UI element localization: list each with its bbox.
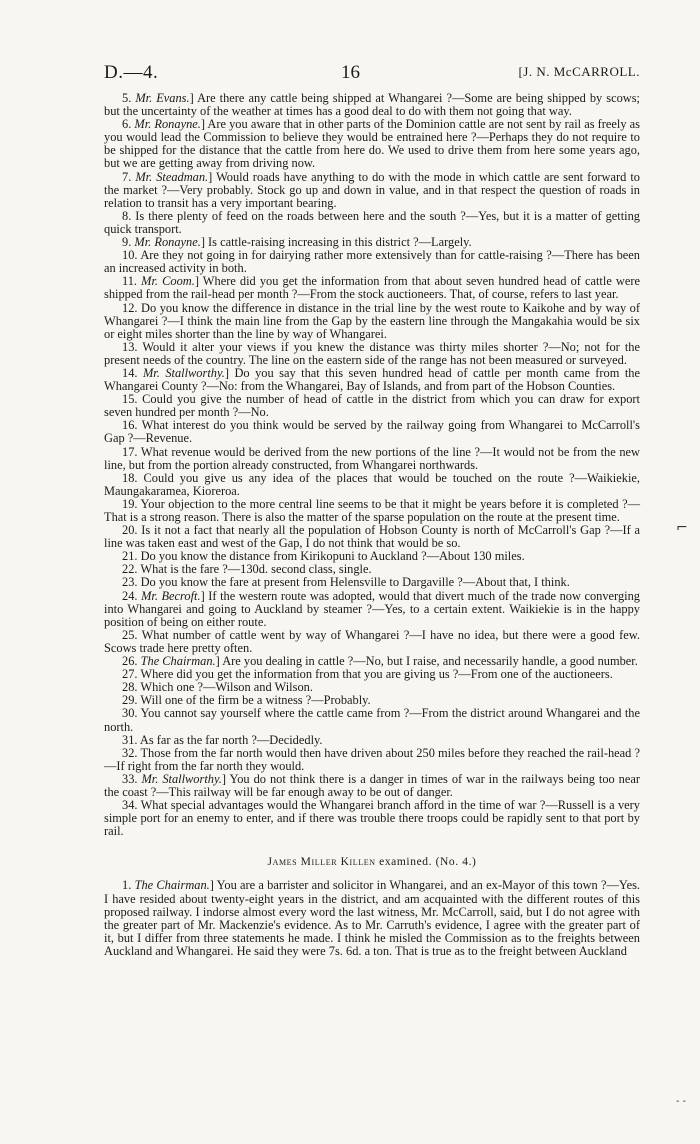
speaker-name: Mr. Coom. bbox=[141, 274, 195, 289]
testimony-paragraph bbox=[104, 302, 640, 341]
testimony-paragraph bbox=[104, 472, 640, 498]
question-text: Will one of the firm be a witness ?—Probably. bbox=[140, 693, 371, 708]
section-heading-rest: examined. (No. 4.) bbox=[375, 856, 477, 869]
testimony-paragraph bbox=[104, 707, 640, 733]
question-number: 17. bbox=[122, 444, 138, 459]
question-number: 12. bbox=[122, 300, 138, 315]
question-number: 10. bbox=[122, 248, 138, 263]
question-number: 33. bbox=[122, 771, 138, 786]
testimony-paragraph bbox=[104, 171, 640, 210]
question-number: 19. bbox=[122, 496, 138, 511]
testimony-paragraph bbox=[104, 590, 640, 629]
question-text: ] You do not think there is a danger in times of war in the railways being too near the coast ?—This railway will be far enough away to be out of danger. bbox=[104, 771, 641, 799]
question-text: Would it alter your views if you knew the distance was thirty miles shorter ?—No; not for the present needs of the country. The line on the eastern side of the range has not been measured or surveyed. bbox=[104, 339, 640, 367]
testimony-paragraph bbox=[104, 799, 640, 838]
testimony-paragraph bbox=[104, 118, 640, 170]
question-text: ] If the western route was adopted, would that divert much of the trade now converging into Whangarei and going to Auckland by steamer ?—Yes, to a certain extent. Waikiekie is in the happy position of being on either route. bbox=[104, 588, 640, 629]
testimony-paragraph bbox=[104, 629, 640, 655]
testimony-paragraph bbox=[104, 275, 640, 301]
testimony-paragraph bbox=[104, 446, 640, 472]
question-text: ] You are a barrister and solicitor in Whangarei, and an ex-Mayor of this town ?—Yes. I have resided about twenty-eight years in the district, and am acquainted with the different routes of this proposed railway. I indorse almost every word the last witness, Mr. McCarroll, said, but I do not agree with the greater part of Mr. Mackenzie's evidence. As to Mr. Carruth's evidence, I agree with the greater part of it, but I differ from three statements he made. I think he misled the Commission as to the freights between Auckland and Whangarei. He said they were 7s. 6d. a ton. That is true as to the freight between Auckland bbox=[104, 878, 641, 958]
question-number: 20. bbox=[122, 523, 138, 538]
question-number: 24. bbox=[122, 588, 138, 603]
testimony-paragraph bbox=[104, 341, 640, 367]
testimony-paragraph bbox=[104, 747, 640, 773]
question-text: What special advantages would the Whangarei branch afford in the time of war ?—Russell is a very simple port for an enemy to enter, and if there was trouble there troops could be rapidly sent to that port by rail. bbox=[104, 798, 641, 839]
question-text: What is the fare ?—130d. second class, single. bbox=[140, 562, 372, 577]
margin-mark: ‐ ‐ bbox=[676, 1096, 686, 1107]
question-text: Do you know the distance from Kirikopuni to Auckland ?—About 130 miles. bbox=[140, 549, 525, 564]
speaker-name: Mr. Ronayne. bbox=[134, 235, 201, 250]
question-text: Could you give the number of head of cattle in the district from which you can draw for export seven hundred per month ?—No. bbox=[104, 392, 640, 420]
speaker-name: Mr. Ronayne. bbox=[134, 117, 201, 132]
question-number: 18. bbox=[122, 470, 138, 485]
question-text: ] Where did you get the information from that about seven hundred head of cattle were shipped from the rail-head per month ?—From the stock auctioneers. That, of course, refers to last year. bbox=[104, 274, 640, 302]
margin-mark: ⌐ bbox=[676, 520, 688, 536]
section-heading bbox=[104, 856, 640, 869]
question-number: 34. bbox=[122, 798, 138, 813]
question-text: Is it not a fact that nearly all the population of Hobson County is north of McCarroll's Gap ?—If a line was taken east and west of the Gap, I do not think that would be so. bbox=[104, 523, 641, 551]
speaker-name: The Chairman. bbox=[140, 654, 216, 669]
question-number: 30. bbox=[122, 706, 138, 721]
question-number: 9. bbox=[122, 235, 132, 250]
question-number: 32. bbox=[122, 745, 138, 760]
question-number: 22. bbox=[122, 562, 138, 577]
question-number: 26. bbox=[122, 654, 138, 669]
question-text: ] Are you aware that in other parts of the Dominion cattle are not sent by rail as freely as you would lead the Commission to believe they would be entrained here ?—Perhaps they do not require to be shipped for the distance that the cattle from here do. We used to drive them from here some years ago, but we are getting away from driving now. bbox=[104, 117, 640, 171]
question-number: 21. bbox=[122, 549, 138, 564]
question-text: ] Do you say that this seven hundred head of cattle per month came from the Whangarei County ?—No: from the Whangarei, Bay of Islands, and from part of the Hobson Counties. bbox=[104, 365, 640, 394]
question-text: Your objection to the more central line seems to be that it might be years before it is completed ?—That is a strong reason. There is also the matter of the sparse population on the route at the present time. bbox=[104, 496, 641, 524]
question-number: 14. bbox=[122, 365, 138, 380]
question-text: Could you give us any idea of the places that would be touched on the route ?—Waikiekie, Maungakaramea, Kioreroa. bbox=[104, 470, 640, 498]
speaker-name: Mr. Stallworthy. bbox=[142, 365, 225, 380]
question-text: Do you know the fare at present from Helensville to Dargaville ?—About that, I think. bbox=[140, 575, 570, 590]
question-number: 5. bbox=[122, 91, 132, 105]
question-text: Do you know the difference in distance in the trial line by the west route to Kaikohe and by way of Whangarei ?—I think the main line from the Gap by the eastern line through the Mangakahia would be six or eight miles shorter than the line by way of Whangarei. bbox=[104, 300, 640, 341]
question-text: ] Are there any cattle being shipped at Whangarei ?—Some are being shipped by scows; but the uncertainty of the weather at times has a good deal to do with them not going that way. bbox=[104, 91, 641, 119]
question-number: 28. bbox=[122, 680, 138, 695]
speaker-name: Mr. Becroft. bbox=[141, 588, 201, 603]
testimony-paragraph bbox=[104, 879, 640, 958]
question-text: Are they not going in for dairying rather more extensively than for cattle-raising ?—There has been an increased activity in both. bbox=[104, 248, 640, 276]
question-text: What interest do you think would be served by the railway going from Whangarei to McCarroll's Gap ?—Revenue. bbox=[104, 418, 640, 446]
speaker-name: Mr. Evans. bbox=[135, 91, 190, 105]
question-number: 31. bbox=[122, 732, 138, 747]
page-number: 16 bbox=[341, 62, 360, 83]
speaker-name: Mr. Steadman. bbox=[135, 169, 209, 184]
question-text: Where did you get the information from that you are giving us ?—From one of the auctioneers. bbox=[140, 667, 613, 682]
question-text: ] Would roads have anything to do with the mode in which cattle are sent forward to the market ?—Very probably. Stock go up and down in value, and in that respect the question of roads in relation to transit has a very important bearing. bbox=[104, 169, 640, 210]
question-text: ] Is cattle-raising increasing in this district ?—Largely. bbox=[200, 235, 472, 250]
question-number: 8. bbox=[122, 208, 132, 223]
speaker-name: The Chairman. bbox=[134, 878, 210, 893]
testimony-paragraph bbox=[104, 210, 640, 236]
testimony-paragraph bbox=[104, 524, 640, 550]
question-number: 13. bbox=[122, 339, 138, 354]
testimony-list bbox=[104, 92, 640, 838]
testimony-paragraph bbox=[104, 249, 640, 275]
question-number: 23. bbox=[122, 575, 138, 590]
document-code: D.—4. bbox=[104, 62, 159, 83]
question-number: 27. bbox=[122, 667, 138, 682]
testimony-paragraph bbox=[104, 92, 640, 118]
witness-running-head: [J. N. McCARROLL. bbox=[518, 64, 640, 79]
question-text: You cannot say yourself where the cattle came from ?—From the district around Whangarei and the north. bbox=[104, 706, 641, 734]
testimony-paragraph bbox=[104, 419, 640, 445]
testimony-paragraph bbox=[104, 393, 640, 419]
question-number: 1. bbox=[122, 878, 132, 893]
testimony-paragraph bbox=[104, 498, 640, 524]
testimony-paragraph bbox=[104, 773, 640, 799]
question-number: 6. bbox=[122, 117, 132, 132]
question-number: 15. bbox=[122, 392, 138, 407]
question-text: What number of cattle went by way of Whangarei ?—I have no idea, but there were a good few. Scows trade here pretty often. bbox=[104, 627, 640, 655]
question-text: As far as the far north ?—Decidedly. bbox=[139, 732, 323, 747]
question-number: 25. bbox=[122, 627, 138, 642]
question-number: 16. bbox=[122, 418, 138, 433]
page-header bbox=[104, 62, 640, 92]
question-number: 11. bbox=[122, 274, 138, 289]
question-number: 7. bbox=[122, 169, 132, 184]
question-text: ] Are you dealing in cattle ?—No, but I raise, and necessarily handle, a good number. bbox=[215, 654, 638, 669]
testimony-paragraph bbox=[104, 367, 640, 393]
speaker-name: Mr. Stallworthy. bbox=[141, 771, 222, 786]
question-text: Which one ?—Wilson and Wilson. bbox=[140, 680, 313, 695]
question-text: Those from the far north would then have driven about 250 miles before they reached the rail-head ?—If right from the far north they would. bbox=[104, 745, 640, 773]
question-text: Is there plenty of feed on the roads between here and the south ?—Yes, but it is a matter of getting quick transport. bbox=[104, 208, 640, 236]
question-number: 29. bbox=[122, 693, 138, 708]
document-body bbox=[104, 92, 640, 958]
question-text: What revenue would be derived from the new portions of the line ?—It would not be from the new line, but from the portion already constructed, from Whangarei northwards. bbox=[104, 444, 640, 472]
witness-name: James Miller Killen bbox=[267, 856, 376, 869]
